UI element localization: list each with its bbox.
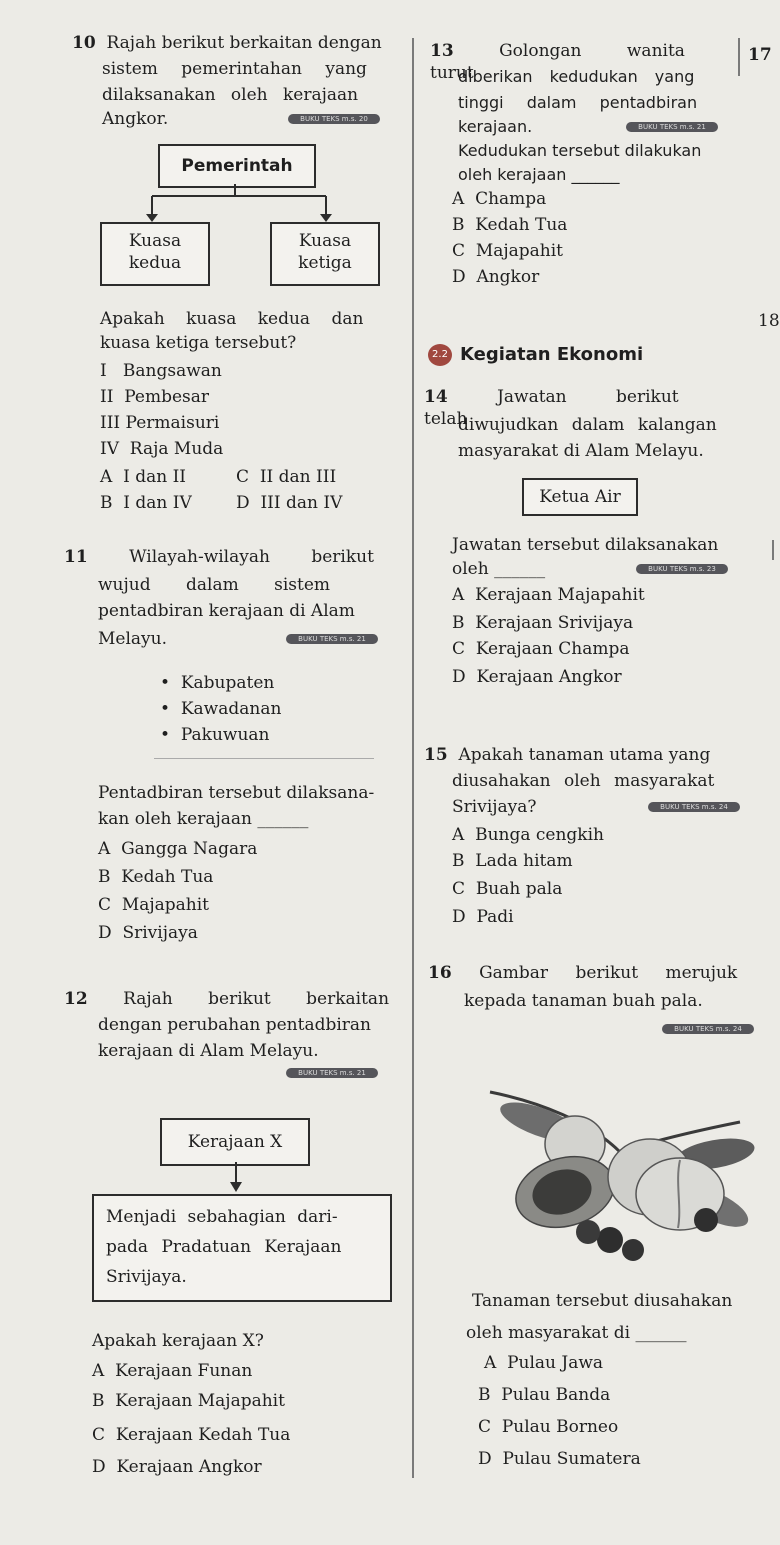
bullet-item-text: Kabupaten (180, 673, 275, 693)
q15-line2: diusahakan oleh masyarakat (452, 771, 715, 791)
textbook-reference-tag: BUKU TEKS m.s. 20 (288, 114, 380, 124)
right-edge-divider (738, 38, 740, 76)
next-question-number-18: 18 (758, 311, 780, 331)
next-question-number-17: 17 (748, 45, 772, 65)
question-text: Rajah berikut berkaitan dengan (106, 33, 382, 53)
q14-question-line1: Jawatan tersebut dilaksanakan (452, 535, 719, 555)
question-text: Golongan wanita turut (430, 41, 685, 83)
option-b[interactable]: B Kedah Tua (98, 867, 214, 887)
question-10 (72, 32, 392, 54)
chart-box-line: Kuasa (128, 231, 182, 251)
q11-question-line2: kan oleh kerajaan ______ (98, 809, 309, 829)
q12-line2: dengan perubahan pentadbiran (98, 1015, 372, 1035)
q13-line4: kerajaan. (458, 117, 533, 136)
ketua-air-label: Ketua Air (539, 487, 621, 507)
bullet-item: • Pakuwuan (160, 725, 270, 745)
nutmeg-fruit-illustration (470, 1082, 770, 1272)
flow-box-result (92, 1194, 392, 1302)
option-d[interactable]: D Kerajaan Angkor (452, 667, 622, 687)
flow-box-label: Kerajaan X (187, 1132, 283, 1152)
option-c[interactable]: C Pulau Borneo (478, 1417, 619, 1437)
question-text: Jawatan berikut telah (424, 387, 679, 429)
chart-box-kuasa-kedua (100, 222, 210, 286)
roman-item: I Bangsawan (100, 361, 222, 381)
option-d[interactable]: D Srivijaya (98, 923, 198, 943)
q10-line3: dilaksanakan oleh kerajaan (102, 85, 359, 105)
textbook-reference-tag: BUKU TEKS m.s. 21 (286, 634, 378, 644)
ketua-air-box (522, 478, 638, 516)
q11-question-line1: Pentadbiran tersebut dilaksana- (98, 783, 375, 803)
option-a[interactable]: A Champa (452, 189, 547, 209)
option-c[interactable]: C Kerajaan Kedah Tua (92, 1425, 291, 1445)
right-edge-divider-2 (772, 540, 774, 560)
textbook-reference-tag: BUKU TEKS m.s. 21 (286, 1068, 378, 1078)
chart-box-line: Kuasa (298, 231, 352, 251)
q10-line4: Angkor. (102, 109, 169, 129)
option-b[interactable]: B Kerajaan Srivijaya (452, 613, 634, 633)
bullet-list-border (154, 666, 374, 759)
question-text: Rajah berikut berkaitan (123, 989, 390, 1009)
flow-arrow (226, 1162, 246, 1194)
option-b[interactable]: B Kedah Tua (452, 215, 568, 235)
flow-box-kerajaan-x (160, 1118, 310, 1166)
question-number: 12 (64, 989, 88, 1009)
chart-box-line: kedua (128, 253, 182, 273)
question-text: Apakah tanaman utama yang (458, 745, 711, 765)
textbook-reference-tag: BUKU TEKS m.s. 21 (626, 122, 718, 132)
flow-box-line: Menjadi sebahagian dari- (106, 1207, 338, 1227)
q15-line3: Srivijaya? (452, 797, 537, 817)
option-c[interactable]: C Kerajaan Champa (452, 639, 630, 659)
q14-line3: masyarakat di Alam Melayu. (458, 441, 704, 461)
option-b[interactable]: B Lada hitam (452, 851, 573, 871)
q16-question-line1: Tanaman tersebut diusahakan (472, 1291, 733, 1311)
q13-line3: tinggi dalam pentadbiran (458, 93, 698, 112)
chart-box-kuasa-ketiga (270, 222, 380, 286)
option-a[interactable]: A Pulau Jawa (484, 1353, 604, 1373)
question-text: Wilayah-wilayah berikut (129, 547, 374, 567)
option-b[interactable]: B Pulau Banda (478, 1385, 611, 1405)
q14-question-line2: oleh ______ (452, 559, 546, 579)
option-b[interactable]: B I dan IV (100, 493, 192, 513)
question-16 (428, 962, 774, 984)
q10-line2: sistem pemerintahan yang (102, 59, 367, 79)
option-c[interactable]: C Buah pala (452, 879, 563, 899)
flow-box-line: pada Pradatuan Kerajaan (106, 1237, 342, 1257)
question-15 (424, 744, 770, 766)
question-number: 15 (424, 745, 448, 765)
chart-box-label: Pemerintah (181, 156, 293, 176)
q14-line2: diwujudkan dalam kalangan (458, 415, 717, 435)
flow-box-line: Srivijaya. (106, 1267, 187, 1287)
option-d[interactable]: D Padi (452, 907, 514, 927)
option-b[interactable]: B Kerajaan Majapahit (92, 1391, 285, 1411)
section-title: Kegiatan Ekonomi (460, 344, 644, 365)
question-number: 13 (430, 41, 454, 61)
section-badge: 2.2 (428, 344, 452, 366)
q16-line2: kepada tanaman buah pala. (464, 991, 703, 1011)
question-number: 14 (424, 387, 448, 407)
q10-question-line2: kuasa ketiga tersebut? (100, 333, 297, 353)
roman-item: II Pembesar (100, 387, 210, 407)
option-a[interactable]: A Gangga Nagara (98, 839, 258, 859)
question-number: 10 (72, 33, 96, 53)
option-d[interactable]: D Angkor (452, 267, 540, 287)
column-divider (412, 38, 414, 1478)
option-d[interactable]: D Kerajaan Angkor (92, 1457, 262, 1477)
bullet-item-text: Pakuwuan (180, 725, 270, 745)
question-12 (64, 988, 394, 1010)
option-c[interactable]: C II dan III (236, 467, 337, 487)
option-a[interactable]: A Bunga cengkih (452, 825, 604, 845)
q10-question-line1: Apakah kuasa kedua dan (100, 309, 364, 329)
q11-line2: wujud dalam sistem (98, 575, 331, 595)
q13-line2: diberikan kedudukan yang (458, 67, 695, 86)
textbook-reference-tag: BUKU TEKS m.s. 24 (662, 1024, 754, 1034)
textbook-reference-tag: BUKU TEKS m.s. 24 (648, 802, 740, 812)
option-c[interactable]: C Majapahit (452, 241, 563, 261)
q12-line3: kerajaan di Alam Melayu. (98, 1041, 319, 1061)
chart-connector (140, 184, 340, 224)
roman-item: III Permaisuri (100, 413, 220, 433)
bullet-item-text: Kawadanan (180, 699, 282, 719)
bullet-item: • Kabupaten (160, 673, 275, 693)
option-a[interactable]: A Kerajaan Majapahit (452, 585, 645, 605)
q11-line3: pentadbiran kerajaan di Alam (98, 601, 355, 621)
option-c[interactable]: C Majapahit (98, 895, 209, 915)
question-number: 11 (64, 547, 88, 567)
option-d[interactable]: D Pulau Sumatera (478, 1449, 641, 1469)
q11-line4: Melayu. (98, 629, 167, 649)
question-number: 16 (428, 963, 452, 983)
option-d[interactable]: D III dan IV (236, 493, 343, 513)
q13-question-line1: Kedudukan tersebut dilakukan (458, 141, 702, 160)
chart-box-pemerintah (158, 144, 316, 188)
option-a[interactable]: A Kerajaan Funan (92, 1361, 253, 1381)
option-a[interactable]: A I dan II (100, 467, 187, 487)
roman-item: IV Raja Muda (100, 439, 224, 459)
q13-question-line2: oleh kerajaan ______ (458, 165, 620, 184)
q12-question: Apakah kerajaan X? (92, 1331, 264, 1351)
textbook-reference-tag: BUKU TEKS m.s. 23 (636, 564, 728, 574)
question-text: Gambar berikut merujuk (479, 963, 738, 983)
q16-question-line2: oleh masyarakat di ______ (466, 1323, 687, 1343)
bullet-item: • Kawadanan (160, 699, 282, 719)
question-11 (64, 546, 394, 568)
chart-box-line: ketiga (298, 253, 352, 273)
